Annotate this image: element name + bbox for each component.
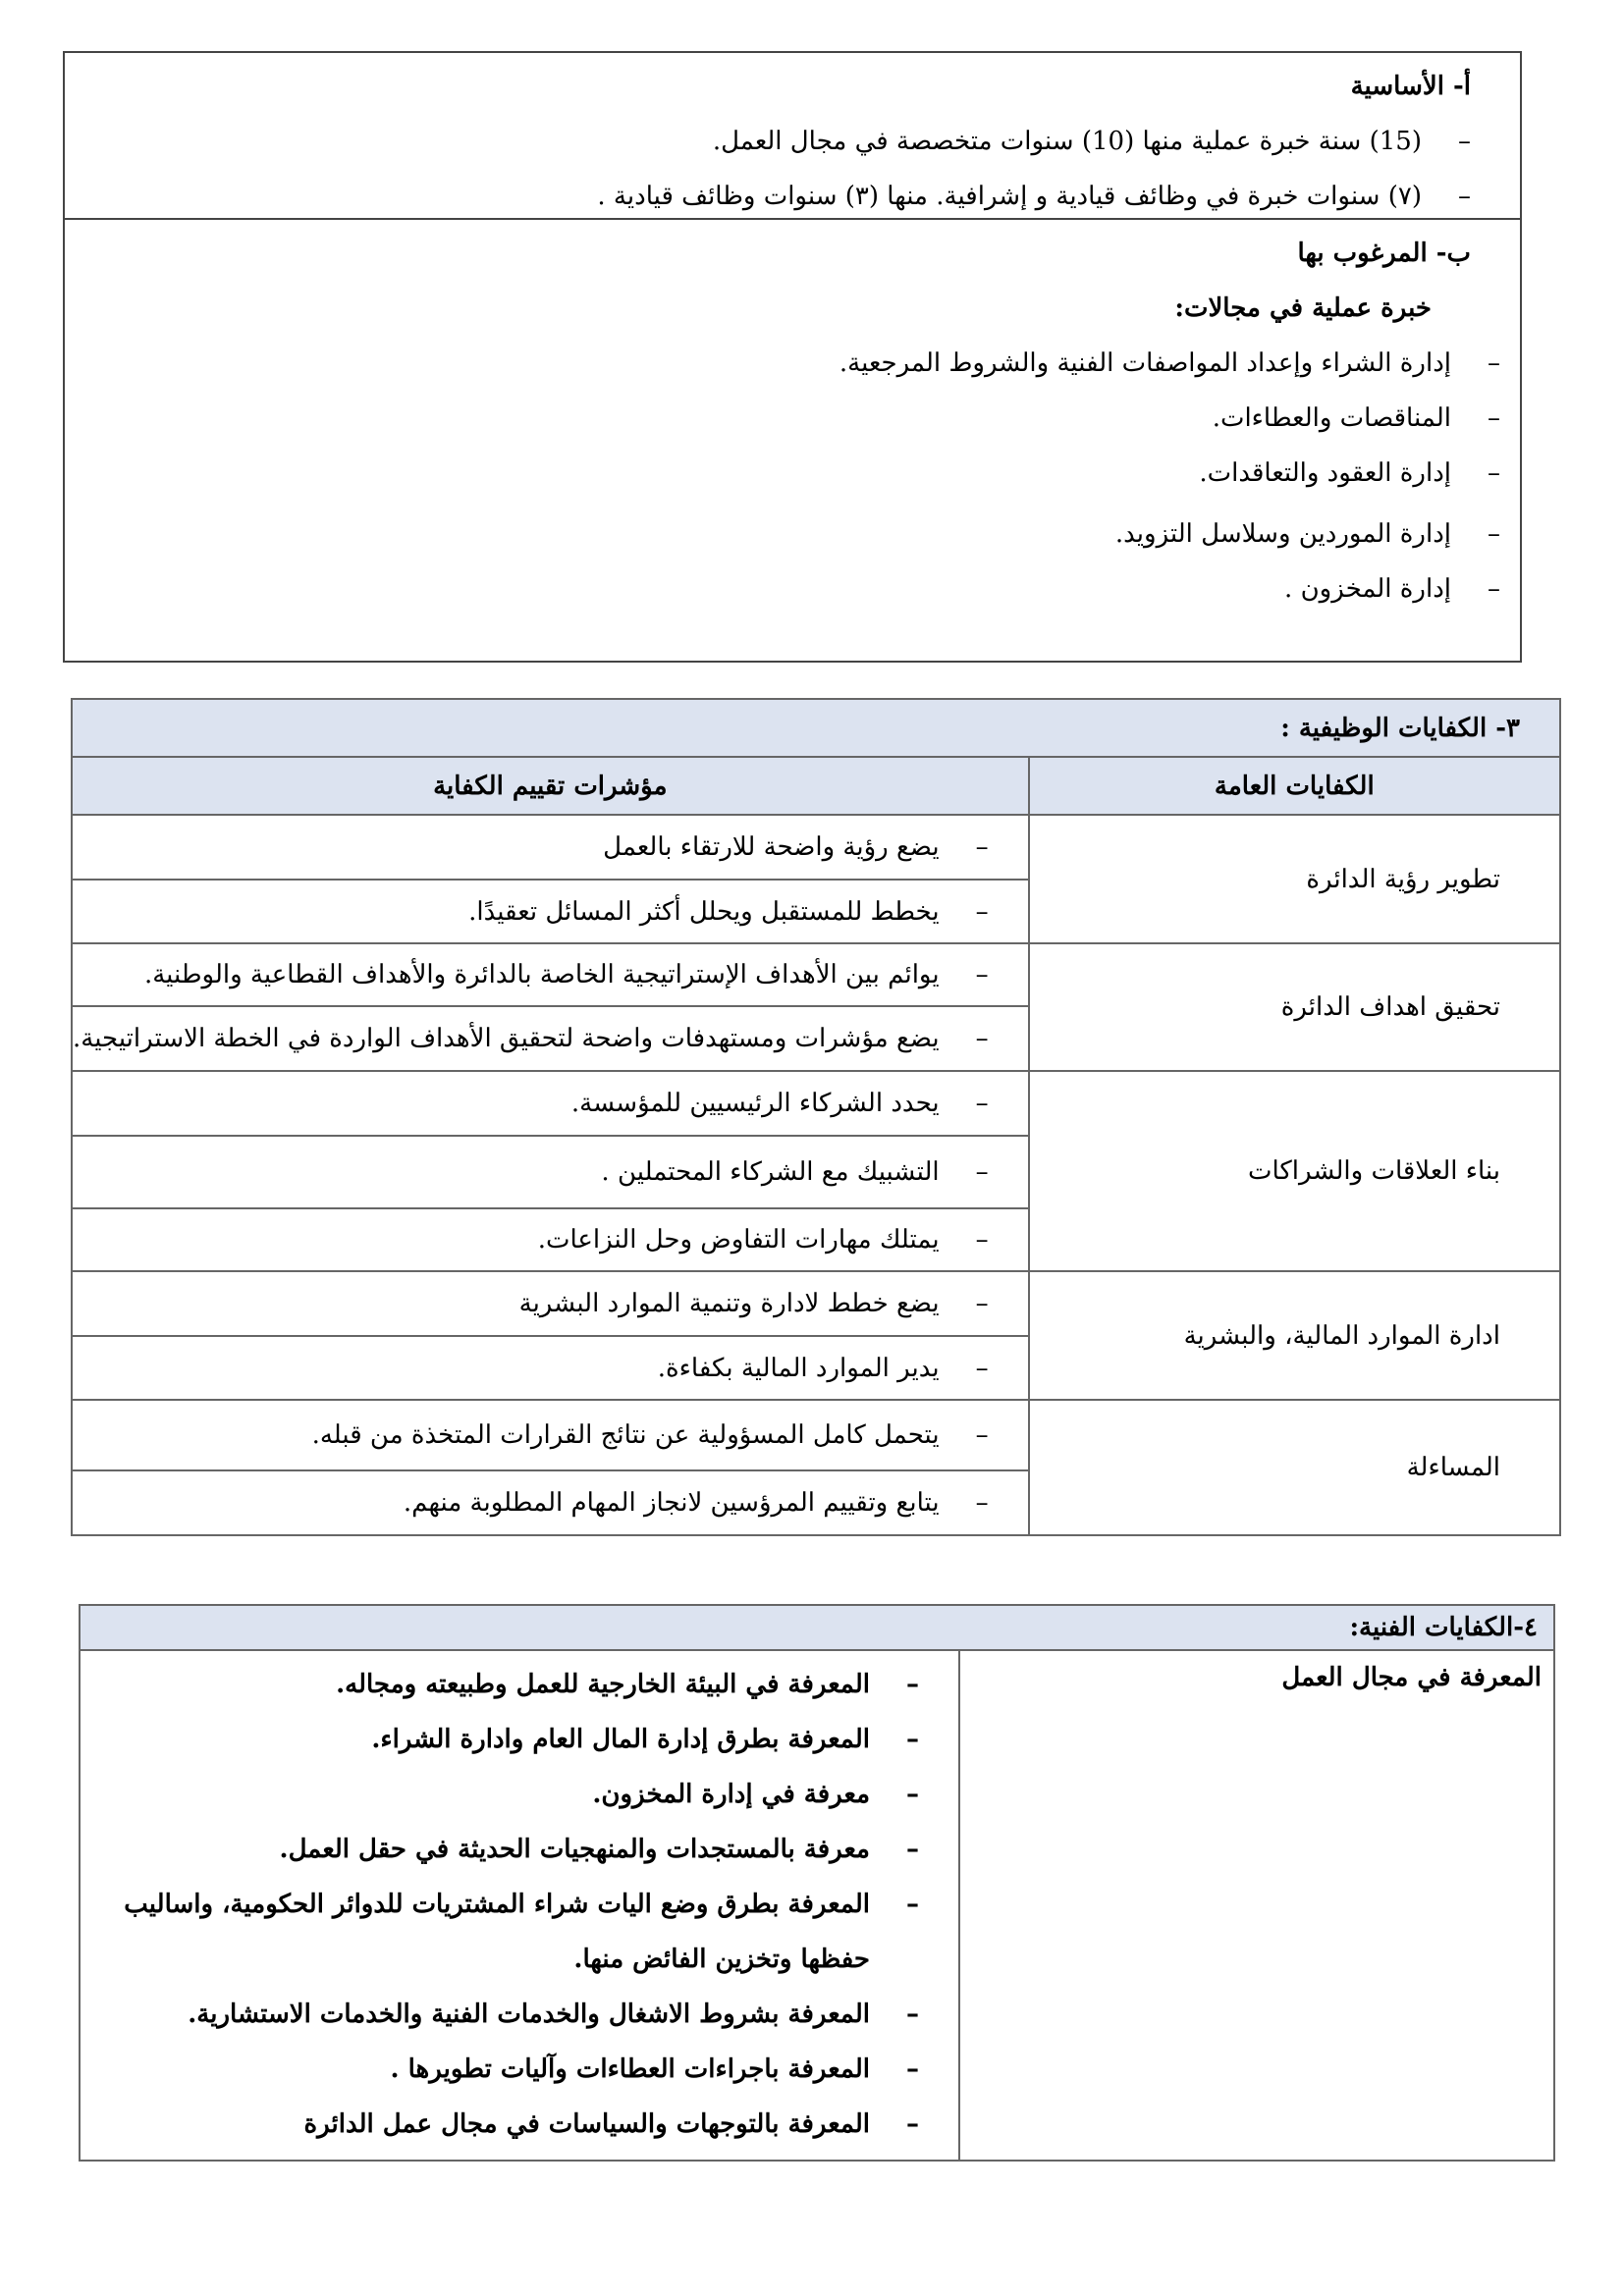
preferred-experience-section bbox=[65, 220, 1520, 616]
basic-experience-section bbox=[65, 53, 1520, 220]
dash-bullet: – bbox=[975, 896, 989, 927]
technical-items bbox=[80, 1650, 959, 2161]
list-item bbox=[90, 1987, 919, 2042]
technical-field: المعرفة في مجال العمل bbox=[959, 1650, 1554, 2161]
technical-title: ٤-الكفايات الفنية: bbox=[80, 1605, 1554, 1650]
general-competency: ادارة الموارد المالية، والبشرية bbox=[1029, 1271, 1560, 1400]
list-item bbox=[90, 1767, 919, 1822]
item-text: إدارة المخزون . bbox=[1284, 574, 1451, 604]
table-row bbox=[72, 1400, 1560, 1470]
general-competency: تطوير رؤية الدائرة bbox=[1029, 815, 1560, 943]
item-text: معرفة بالمستجدات والمنهجيات الحديثة في حقل العمل. bbox=[279, 1835, 870, 1864]
list-item bbox=[65, 114, 1471, 169]
dash-bullet: – bbox=[906, 2055, 919, 2084]
indicator-text: يضع مؤشرات ومستهدفات واضحة لتحقيق الأهداف الواردة في الخطة الاستراتيجية. bbox=[73, 1024, 940, 1053]
dash-bullet: – bbox=[906, 1780, 919, 1809]
indicator-cell bbox=[72, 1271, 1029, 1336]
list-item bbox=[65, 391, 1500, 446]
indicator-text: يخطط للمستقبل ويحلل أكثر المسائل تعقيدًا. bbox=[468, 896, 940, 927]
indicator-text: يتحمل كامل المسؤولية عن نتائج القرارات المتخذة من قبله. bbox=[311, 1420, 940, 1450]
list-item bbox=[90, 2097, 919, 2152]
experience-box bbox=[63, 51, 1522, 663]
indicator-text: يضع خطط لادارة وتنمية الموارد البشرية bbox=[518, 1289, 940, 1318]
dash-bullet: – bbox=[975, 832, 989, 862]
table-row bbox=[72, 815, 1560, 880]
indicator-cell bbox=[72, 1006, 1029, 1071]
dash-bullet: – bbox=[975, 1157, 989, 1187]
preferred-heading: ب- المرغوب بها bbox=[1297, 239, 1471, 268]
indicator-cell bbox=[72, 880, 1029, 943]
dash-bullet: – bbox=[1458, 127, 1471, 156]
indicator-text: يدير الموارد المالية بكفاءة. bbox=[657, 1353, 940, 1383]
item-text: إدارة الشراء وإعداد المواصفات الفنية والشروط المرجعية. bbox=[839, 348, 1451, 378]
dash-bullet: – bbox=[1488, 519, 1500, 549]
technical-competencies-table bbox=[79, 1604, 1555, 2162]
list-item bbox=[90, 1657, 919, 1712]
general-competency: المساءلة bbox=[1029, 1400, 1560, 1535]
item-text: (٧) سنوات خبرة في وظائف قيادية و إشرافية. منها (٣) سنوات وظائف قيادية . bbox=[597, 182, 1422, 211]
dash-bullet: – bbox=[975, 1225, 989, 1255]
table-row bbox=[72, 1071, 1560, 1136]
list-item bbox=[90, 2042, 919, 2097]
indicator-cell bbox=[72, 943, 1029, 1006]
dash-bullet: – bbox=[975, 1024, 989, 1053]
indicator-text: يتابع وتقييم المرؤسين لانجاز المهام المطلوبة منهم. bbox=[403, 1488, 940, 1518]
item-text: المعرفة باجراءات العطاءات وآليات تطويرها . bbox=[390, 2055, 870, 2084]
indicator-text: يوائم بين الأهداف الإستراتيجية الخاصة بالدائرة والأهداف القطاعية والوطنية. bbox=[143, 960, 940, 989]
dash-bullet: – bbox=[906, 1890, 919, 1919]
dash-bullet: – bbox=[975, 1353, 989, 1383]
item-text: معرفة في إدارة المخزون. bbox=[592, 1780, 870, 1809]
list-item bbox=[90, 1877, 919, 1987]
list-item bbox=[65, 336, 1500, 391]
dash-bullet: – bbox=[1488, 458, 1500, 488]
indicator-cell bbox=[72, 815, 1029, 880]
dash-bullet: – bbox=[975, 1089, 989, 1118]
indicator-cell bbox=[72, 1071, 1029, 1136]
dash-bullet: – bbox=[975, 1289, 989, 1318]
functional-title: ٣- الكفايات الوظيفية : bbox=[72, 699, 1560, 757]
preferred-subheading: خبرة عملية في مجالات: bbox=[1174, 294, 1432, 323]
list-item bbox=[65, 507, 1500, 561]
indicator-text: التشبيك مع الشركاء المحتملين . bbox=[601, 1157, 940, 1187]
indicator-text: يمتلك مهارات التفاوض وحل النزاعات. bbox=[537, 1225, 940, 1255]
indicator-text: يضع رؤية واضحة للارتقاء بالعمل bbox=[603, 832, 940, 862]
dash-bullet: – bbox=[1458, 182, 1471, 211]
table-row bbox=[72, 943, 1560, 1006]
item-text: إدارة العقود والتعاقدات. bbox=[1199, 458, 1451, 488]
item-text: المعرفة بطرق وضع اليات شراء المشتريات للدوائر الحكومية، واساليب حفظها وتخزين الفائض منها. bbox=[124, 1890, 870, 1974]
item-text: المعرفة بشروط الاشغال والخدمات الفنية والخدمات الاستشارية. bbox=[188, 2000, 870, 2029]
general-competency: بناء العلاقات والشراكات bbox=[1029, 1071, 1560, 1271]
item-text: (15) سنة خبرة عملية منها (10) سنوات متخصصة في مجال العمل. bbox=[712, 127, 1422, 156]
list-item bbox=[90, 1712, 919, 1767]
dash-bullet: – bbox=[1488, 348, 1500, 378]
dash-bullet: – bbox=[906, 2109, 919, 2139]
list-item bbox=[90, 1822, 919, 1877]
dash-bullet: – bbox=[906, 2000, 919, 2029]
item-text: المعرفة بطرق إدارة المال العام وادارة الشراء. bbox=[371, 1725, 870, 1754]
list-item bbox=[65, 446, 1500, 501]
col-header-indicators: مؤشرات تقييم الكفاية bbox=[72, 757, 1029, 815]
dash-bullet: – bbox=[906, 1835, 919, 1864]
col-header-general: الكفايات العامة bbox=[1029, 757, 1560, 815]
indicator-cell bbox=[72, 1136, 1029, 1208]
table-row bbox=[72, 1271, 1560, 1336]
list-item bbox=[65, 169, 1471, 224]
indicator-cell bbox=[72, 1208, 1029, 1271]
indicator-cell bbox=[72, 1470, 1029, 1535]
dash-bullet: – bbox=[1488, 574, 1500, 604]
item-text: المعرفة بالتوجهات والسياسات في مجال عمل الدائرة bbox=[303, 2109, 870, 2139]
item-text: المناقصات والعطاءات. bbox=[1212, 403, 1451, 433]
indicator-text: يحدد الشركاء الرئيسيين للمؤسسة. bbox=[570, 1089, 940, 1118]
list-item bbox=[65, 561, 1500, 616]
functional-competencies-table bbox=[71, 698, 1561, 1536]
dash-bullet: – bbox=[975, 1420, 989, 1450]
dash-bullet: – bbox=[975, 1488, 989, 1518]
item-text: إدارة الموردين وسلاسل التزويد. bbox=[1114, 519, 1451, 549]
dash-bullet: – bbox=[975, 960, 989, 989]
dash-bullet: – bbox=[1488, 403, 1500, 433]
indicator-cell bbox=[72, 1400, 1029, 1470]
basic-heading: أ- الأساسية bbox=[1350, 72, 1471, 101]
item-text: المعرفة في البيئة الخارجية للعمل وطبيعته ومجاله. bbox=[336, 1670, 870, 1699]
general-competency: تحقيق اهداف الدائرة bbox=[1029, 943, 1560, 1071]
indicator-cell bbox=[72, 1336, 1029, 1400]
dash-bullet: – bbox=[906, 1725, 919, 1754]
dash-bullet: – bbox=[906, 1670, 919, 1699]
